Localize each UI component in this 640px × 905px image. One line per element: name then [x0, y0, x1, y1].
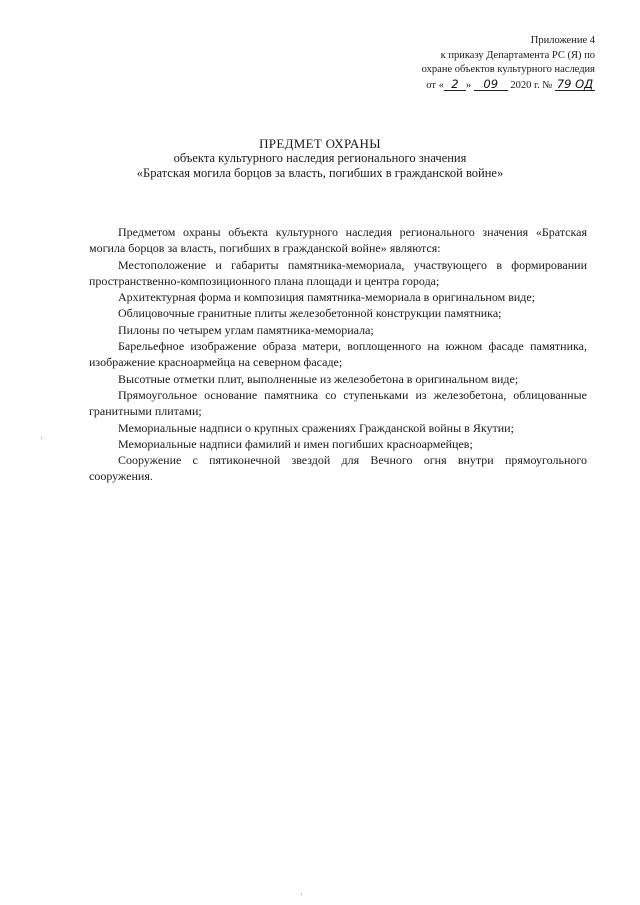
annex-order-ref: к приказу Департамента РС (Я) по: [440, 49, 595, 61]
title-object-name: «Братская могила борцов за власть, погибших в гражданской войне»: [136, 166, 504, 180]
paragraph: Пилоны по четырем углам памятника-мемориала;: [118, 322, 374, 337]
date-prefix: от «: [426, 79, 444, 91]
paragraph: Сооружение с пятиконечной звездой для Вечного огня внутри прямоугольного сооружения.: [89, 453, 587, 484]
document-body: [89, 224, 587, 485]
annex-department: охране объектов культурного наследия: [421, 64, 595, 75]
annex-date-line: [422, 78, 595, 94]
handwritten-month: 09: [474, 78, 508, 91]
paragraph: Высотные отметки плит, выполненные из железобетона в оригинальном виде;: [118, 371, 519, 386]
paragraph: Местоположение и габариты памятника-мемориала, участвующего в формировании пространственно-композиционного плана площади и центра города;: [89, 257, 587, 288]
annex-title: Приложение 4: [530, 35, 595, 46]
paragraph: Облицовочные гранитные плиты железобетонной конструкции памятника;: [118, 306, 502, 321]
date-separator: »: [465, 79, 472, 91]
paragraph: Мемориальные надписи фамилий и имен погибших красноармейцев;: [118, 436, 473, 451]
paragraph: Прямоугольное основание памятника со ступеньками из железобетона, облицованные гранитными плитами;: [89, 387, 587, 419]
paragraph: Предметом охраны объекта культурного наследия регионального значения «Братская могила борцов за власть, погибших в гражданской войне» являются:: [89, 225, 587, 256]
paragraph: Мемориальные надписи о крупных сражениях Гражданской войны в Якутии;: [118, 420, 514, 435]
handwritten-order-number: 79 ОД: [556, 76, 594, 91]
scan-speck: ·: [300, 890, 303, 900]
handwritten-day: 2: [444, 78, 466, 91]
document-title: [0, 136, 640, 181]
annex-header: [422, 34, 595, 93]
paragraph: Архитектурная форма и композиция памятника-мемориала в оригинальном виде;: [118, 290, 536, 305]
title-heading: ПРЕДМЕТ ОХРАНЫ: [259, 136, 381, 151]
scan-speck: ·: [40, 434, 43, 444]
paragraph: Барельефное изображение образа матери, воплощенного на южном фасаде памятника, изображение красноармейца на северном фасаде;: [89, 339, 587, 370]
title-subheading: объекта культурного наследия регионального значения: [173, 151, 467, 165]
year-text: 2020 г. №: [510, 79, 553, 91]
